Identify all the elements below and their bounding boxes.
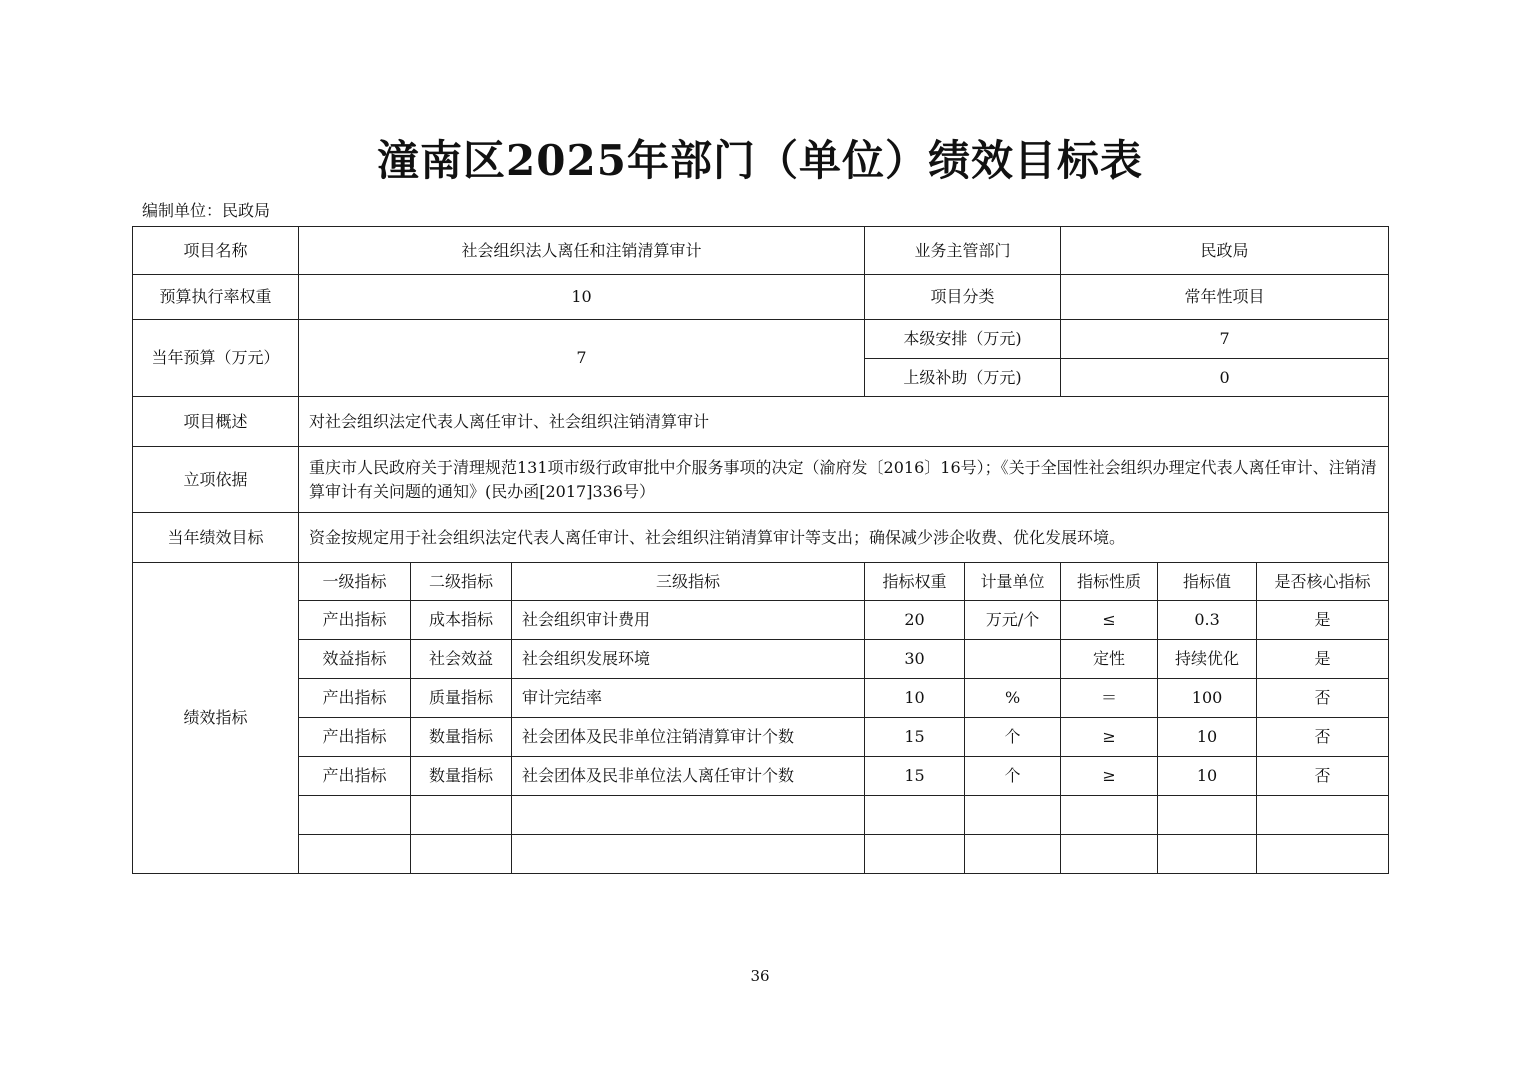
cell-nature <box>1061 835 1158 874</box>
header-level3: 三级指标 <box>512 563 865 601</box>
row-project-name <box>133 227 1389 275</box>
cell-core <box>1257 835 1389 874</box>
cell-level1: 产出指标 <box>299 679 411 718</box>
row-budget-local <box>133 320 1389 359</box>
table-row-empty <box>133 835 1389 874</box>
basis-value: 重庆市人民政府关于清理规范131项市级行政审批中介服务事项的决定（渝府发〔2016〕16号）；《关于全国性社会组织办理定代表人离任审计、注销清算审计有关问题的通知》(民办函[2017]336号） <box>299 447 1389 513</box>
cell-weight: 15 <box>865 757 965 796</box>
cell-unit <box>965 796 1061 835</box>
cell-level3: 社会团体及民非单位注销清算审计个数 <box>512 718 865 757</box>
cell-weight: 10 <box>865 679 965 718</box>
cell-level2 <box>411 835 512 874</box>
cell-weight <box>865 835 965 874</box>
cell-core: 否 <box>1257 757 1389 796</box>
subsidy-label: 上级补助（万元) <box>865 359 1061 397</box>
cell-level2: 数量指标 <box>411 718 512 757</box>
cell-core: 否 <box>1257 679 1389 718</box>
table-row <box>133 601 1389 640</box>
cell-level3 <box>512 835 865 874</box>
cell-weight <box>865 796 965 835</box>
cell-level1: 产出指标 <box>299 718 411 757</box>
header-level2: 二级指标 <box>411 563 512 601</box>
page-title: 潼南区2025年部门（单位）绩效目标表 <box>377 136 1143 185</box>
header-weight: 指标权重 <box>865 563 965 601</box>
cell-level3: 社会团体及民非单位法人离任审计个数 <box>512 757 865 796</box>
goal-label: 当年绩效目标 <box>133 513 299 563</box>
project-name-value: 社会组织法人离任和注销清算审计 <box>299 227 865 275</box>
cell-level1: 产出指标 <box>299 601 411 640</box>
subsidy-value: 0 <box>1061 359 1389 397</box>
cell-unit: 个 <box>965 718 1061 757</box>
cell-level1: 效益指标 <box>299 640 411 679</box>
basis-label: 立项依据 <box>133 447 299 513</box>
cell-unit: 个 <box>965 757 1061 796</box>
page-number: 36 <box>750 967 770 985</box>
goal-value: 资金按规定用于社会组织法定代表人离任审计、社会组织注销清算审计等支出；确保减少涉企收费、优化发展环境。 <box>299 513 1389 563</box>
cell-value: 持续优化 <box>1158 640 1257 679</box>
project-name-label: 项目名称 <box>133 227 299 275</box>
dept-value: 民政局 <box>1061 227 1389 275</box>
cell-weight: 15 <box>865 718 965 757</box>
local-label: 本级安排（万元) <box>865 320 1061 359</box>
performance-table <box>132 226 1389 874</box>
header-core: 是否核心指标 <box>1257 563 1389 601</box>
cell-core <box>1257 796 1389 835</box>
cell-unit <box>965 640 1061 679</box>
cell-unit: 万元/个 <box>965 601 1061 640</box>
weight-label: 预算执行率权重 <box>133 275 299 320</box>
cell-value: 100 <box>1158 679 1257 718</box>
cell-level3: 审计完结率 <box>512 679 865 718</box>
cell-level2: 成本指标 <box>411 601 512 640</box>
header-nature: 指标性质 <box>1061 563 1158 601</box>
category-label: 项目分类 <box>865 275 1061 320</box>
header-level1: 一级指标 <box>299 563 411 601</box>
weight-value: 10 <box>299 275 865 320</box>
header-value: 指标值 <box>1158 563 1257 601</box>
table-row-empty <box>133 796 1389 835</box>
cell-nature: ≥ <box>1061 757 1158 796</box>
cell-level1 <box>299 796 411 835</box>
cell-weight: 20 <box>865 601 965 640</box>
cell-nature: ＝ <box>1061 679 1158 718</box>
compiling-unit: 编制单位：民政局 <box>142 201 271 220</box>
budget-value: 7 <box>299 320 865 397</box>
row-overview <box>133 397 1389 447</box>
local-value: 7 <box>1061 320 1389 359</box>
cell-value <box>1158 796 1257 835</box>
cell-level2: 质量指标 <box>411 679 512 718</box>
row-budget-weight <box>133 275 1389 320</box>
cell-unit: % <box>965 679 1061 718</box>
table-row <box>133 679 1389 718</box>
budget-label: 当年预算（万元） <box>133 320 299 397</box>
cell-level3: 社会组织审计费用 <box>512 601 865 640</box>
cell-level1 <box>299 835 411 874</box>
cell-value <box>1158 835 1257 874</box>
cell-value: 10 <box>1158 757 1257 796</box>
cell-nature: ≥ <box>1061 718 1158 757</box>
row-basis <box>133 447 1389 513</box>
cell-core: 是 <box>1257 601 1389 640</box>
overview-value: 对社会组织法定代表人离任审计、社会组织注销清算审计 <box>299 397 1389 447</box>
cell-weight: 30 <box>865 640 965 679</box>
cell-nature: ≤ <box>1061 601 1158 640</box>
indicators-section-label: 绩效指标 <box>133 563 299 874</box>
cell-level1: 产出指标 <box>299 757 411 796</box>
cell-nature <box>1061 796 1158 835</box>
cell-core: 否 <box>1257 718 1389 757</box>
row-goal <box>133 513 1389 563</box>
overview-label: 项目概述 <box>133 397 299 447</box>
cell-nature: 定性 <box>1061 640 1158 679</box>
cell-level3 <box>512 796 865 835</box>
indicator-header-row <box>133 563 1389 601</box>
cell-level2: 社会效益 <box>411 640 512 679</box>
table-row <box>133 718 1389 757</box>
table-row <box>133 640 1389 679</box>
cell-unit <box>965 835 1061 874</box>
header-unit: 计量单位 <box>965 563 1061 601</box>
dept-label: 业务主管部门 <box>865 227 1061 275</box>
cell-level2 <box>411 796 512 835</box>
cell-level2: 数量指标 <box>411 757 512 796</box>
cell-level3: 社会组织发展环境 <box>512 640 865 679</box>
cell-core: 是 <box>1257 640 1389 679</box>
cell-value: 0.3 <box>1158 601 1257 640</box>
cell-value: 10 <box>1158 718 1257 757</box>
table-row <box>133 757 1389 796</box>
category-value: 常年性项目 <box>1061 275 1389 320</box>
